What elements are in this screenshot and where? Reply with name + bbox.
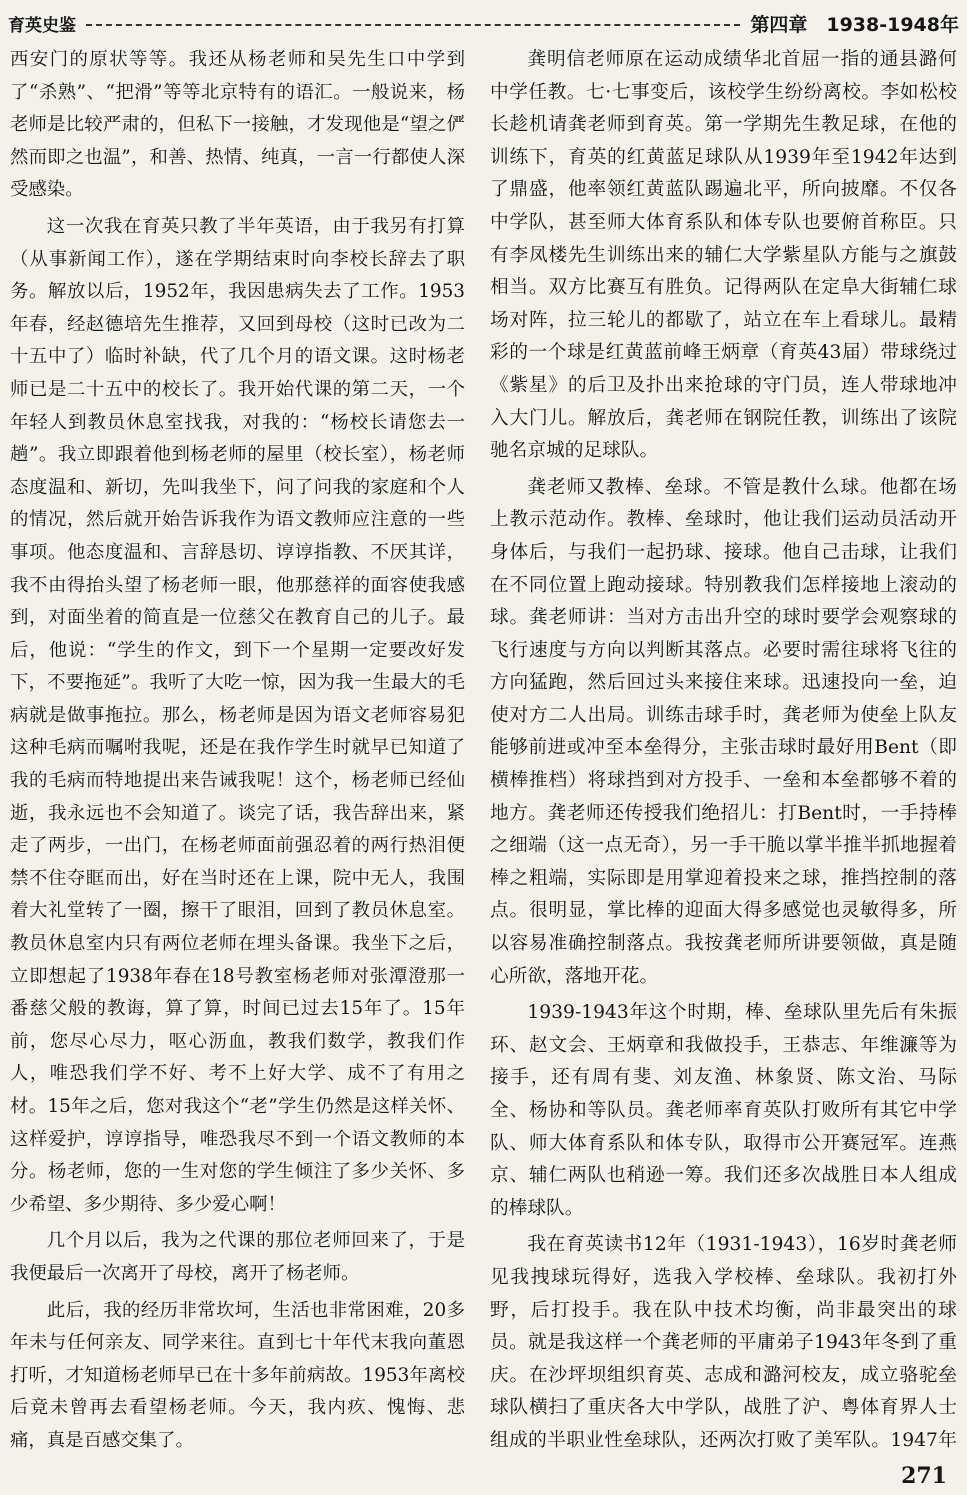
paragraph: 此后，我的经历非常坎坷，生活也非常困难，20多年未与任何亲友、同学来往。直到七十年代末我向董恩打听，才知道杨老师早已在十多年前病故。1953年离校后竟未曾再去看望杨老师。今天，我内疚、愧悔、悲痛，真是百感交集了。 [10,1299,465,1451]
paragraph: 龚明信老师原在运动成绩华北首屈一指的通县潞何中学任教。七·七事变后，该校学生纷纷离校。李如松校长趁机请龚老师到育英。第一学期先生教足球，在他的训练下，育英的红黄蓝足球队从1939年至1942年达到了鼎盛，他率领红黄蓝队踢遍北平，所向披靡。不仅各中学队，甚至师大体育系队和体专队也要俯首称臣。只有李凤楼先生训练出来的辅仁大学紫星队方能与之旗鼓相当。双方比赛互有胜负。记得两队在定阜大街辅仁球场对阵，拉三轮儿的都歇了，站立在车上看球儿。最精彩的一个球是红黄蓝前峰王炳章（育英43届）带球绕过《紫星》的后卫及扑出来抢球的守门员，连人带球地冲入大门儿。解放后，龚老师在钢院任教，训练出了该院驰名京城的足球队。 [490,49,957,462]
running-header [8,6,959,40]
paragraph: 1939-1943年这个时期，棒、垒球队里先后有朱振环、赵文会、王炳章和我做投手，王恭志、年维濂等为接手，还有周有斐、刘友渔、林象贤、陈文治、马际全、杨协和等队员。龚老师率育英队打败所有其它中学队、师大体育系队和体专队，取得市公开赛冠军。连燕京、辅仁两队也稍逊一筹。我们还多次战胜日本人组成的棒球队。 [490,1002,957,1219]
paragraph: 这一次我在育英只教了半年英语，由于我另有打算（从事新闻工作），遂在学期结束时向李校长辞去了职务。解放以后，1952年，我因患病失去了工作。1953年春，经赵德培先生推荐，又回到母校（这时已改为二十五中了）临时补缺，代了几个月的语文课。这时杨老师已是二十五中的校长了。我开始代课的第二天，一个年轻人到教员休息室找我，对我的：“杨校长请您去一趟”。我立即跟着他到杨老师的屋里（校长室），杨老师态度温和、新切，先叫我坐下，问了问我的家庭和个人的情况，然后就开始告诉我作为语文教师应注意的一些事项。他态度温和、言辞恳切、谆谆指教、不厌其详，我不由得抬头望了杨老师一眼，他那慈祥的面容使我感到，对面坐着的简直是一位慈父在教育自己的儿子。最后，他说：“学生的作文，到下一个星期一定要改好发下，不要拖延”。我听了大吃一惊，因为我一生最大的毛病就是做事拖拉。那么，杨老师是因为语文老师容易犯这种毛病而嘱咐我呢，还是在我作学生时就早已知道了我的毛病而特地提出来告诫我呢！这个，杨老师已经仙逝，我永远也不会知道了。谈完了话，我告辞出来，紧走了两步，一出门，在杨老师面前强忍着的两行热泪便禁不住夺眶而出，好在当时还在上课，院中无人，我围着大礼堂转了一圈，擦干了眼泪，回到了教员休息室。教员休息室内只有两位老师在埋头备课。我坐下之后，立即想起了1938年春在18号教室杨老师对张潭澄那一番慈父般的教诲，算了算，时间已过去15年了。15年前，您尽心尽力，呕心沥血，教我们数学，教我们作人，唯恐我们学不好、考不上好大学、成不了有用之材。15年之后，您对我这个“老”学生仍然是这样关怀、这样爱护，谆谆指导，唯恐我尽不到一个语文教师的本分。杨老师，您的一生对您的学生倾注了多少关怀、多少希望、多少期待、多少爱心啊！ [10,215,465,1215]
paragraph: 龚老师又教棒、垒球。不管是教什么球。他都在场上教示范动作。教棒、垒球时，他让我们运动员活动开身体后，与我们一起扔球、接球。他自己击球，让我们在不同位置上跑动接球。特别教我们怎样接地上滚动的球。龚老师讲：当对方击出升空的球时要学会观察球的飞行速度与方向以判断其落点。必要时需往球将飞往的方向猛跑，然后回过头来接住来球。迅速投向一垒，迫使对方二人出局。训练击球手时，龚老师为使垒上队友能够前进或冲至本垒得分，主张击球时最好用Bent（即横棒推档）将球挡到对方投手、一垒和本垒都够不着的地方。龚老师还传授我们绝招儿：打Bent时，一手持棒之细端（这一点无奇），另一手干脆以掌半推半抓地握着棒之粗端，实际即是用掌迎着投来之球，推挡控制的落点。很明显，掌比棒的迎面大得多感觉也灵敏得多，所以容易准确控制落点。我按龚老师所讲要领做，真是随心所欲，落地开花。 [490,476,957,987]
paragraph: 我在育英读书12年（1931-1943），16岁时龚老师见我拽球玩得好，选我入学校棒、垒球队。我初打外野，后打投手。我在队中技术均衡，尚非最突出的球员。就是我这样一个龚老师的平庸弟子1943年冬到了重庆。在沙坪坝组织育英、志成和潞河校友，成立骆驼垒球队横扫了重庆各大中学队，战胜了沪、粤体育界人士组成的半职业性垒球队，还两次打败了美军队。1947年 [490,1234,957,1451]
paragraph: 西安门的原状等等。我还从杨老师和吴先生口中学到了“杀熟”、“把滑”等等北京特有的语汇。一般说来，杨老师是比较严肃的，但私下一接触，才发现他是“望之俨然而即之也温”，和善、热情、纯真，一言一行都使人深受感染。 [10,49,465,201]
page-number: 271 [901,1463,947,1489]
left-column [10,44,465,1455]
chapter-title: 第四章 1938-1948年 [750,13,959,36]
header-rule [86,24,740,26]
book-title: 育英史鉴 [8,15,76,36]
paragraph: 几个月以后，我为之代课的那位老师回来了，于是我便最后一次离开了母校，离开了杨老师。 [10,1230,465,1284]
right-column [490,44,957,1455]
